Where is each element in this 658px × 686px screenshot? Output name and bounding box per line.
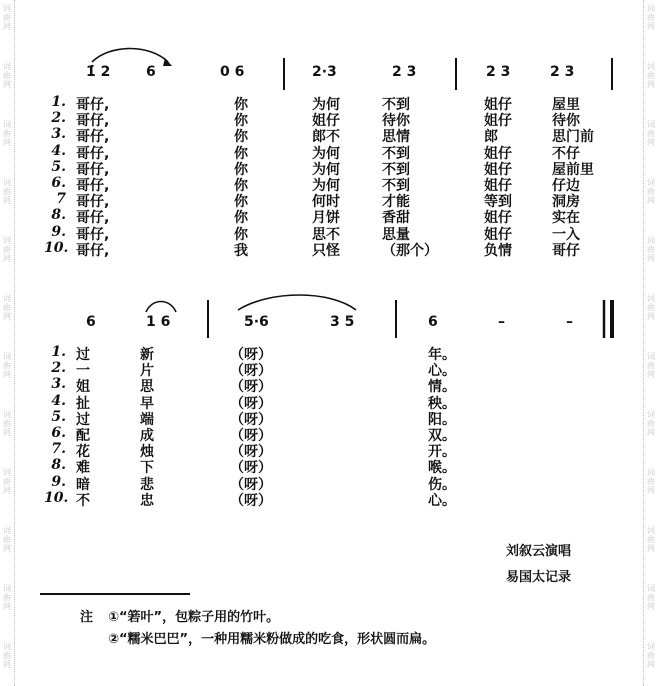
lyric-1-5-5: 仔 bbox=[552, 178, 566, 194]
lyric-1-7-2: 月饼 bbox=[312, 210, 340, 227]
lyric-2-6-3: 开。 bbox=[428, 444, 456, 461]
lyric-2-1-2: （呀） bbox=[230, 363, 272, 380]
lyric-1-8-1: 你 bbox=[234, 226, 248, 243]
watermark-text: 词 曲 网 bbox=[3, 4, 11, 31]
watermark-text: 词 曲 网 bbox=[3, 236, 11, 263]
lyric-2-0-0: 过 bbox=[76, 347, 90, 363]
lyric-1-7-5: 实 bbox=[552, 210, 566, 227]
lyric-1-7-1: 你 bbox=[234, 210, 248, 227]
footnote-label: 注 bbox=[80, 610, 94, 625]
lyric-2-0-1: 新 bbox=[140, 347, 154, 363]
lyric-1-4-1: 你 bbox=[234, 161, 248, 178]
watermark-text: 词 曲 网 bbox=[647, 410, 655, 437]
watermark-text: 词 曲 网 bbox=[647, 642, 655, 669]
lyric-2-2-2: （呀） bbox=[230, 379, 272, 396]
lyric-1-1-4: 姐仔 bbox=[484, 113, 512, 130]
note-2-6: – bbox=[566, 314, 573, 330]
lyric-2-7-1: 下 bbox=[140, 460, 154, 477]
lyric-1-7-0: 哥仔, bbox=[76, 210, 110, 227]
lyric-2-2-1: 思 bbox=[140, 379, 154, 396]
lyric-1-3-0: 哥仔, bbox=[76, 145, 110, 162]
footnote-2: ②“糯米巴巴”，一种用糯米粉做成的吃食，形状圆而扁。 bbox=[108, 632, 436, 647]
lyric-1-2-2: 郎不 bbox=[312, 129, 340, 146]
watermark-text: 词 曲 网 bbox=[647, 178, 655, 205]
lyric-1-6-5: 洞 bbox=[552, 194, 566, 211]
verse-number: 6. bbox=[51, 175, 66, 191]
lyric-1-0-4: 姐仔 bbox=[484, 97, 512, 113]
watermark-text: 词 曲 网 bbox=[647, 352, 655, 379]
watermark-text: 词 曲 网 bbox=[647, 236, 655, 263]
lyric-1-0-0: 哥仔, bbox=[76, 97, 110, 113]
lyric-1-5-2: 为何 bbox=[312, 178, 340, 194]
watermark-text: 词 曲 网 bbox=[647, 120, 655, 147]
lyric-1-6-2: 何时 bbox=[312, 194, 340, 211]
note-1-4: 2 3 bbox=[392, 64, 417, 80]
lyric-2-9-0: 不 bbox=[76, 492, 90, 509]
note-1-0: 1̇ 2 bbox=[86, 64, 111, 80]
lyric-1-1-1: 你 bbox=[234, 113, 248, 130]
verse-number: 8. bbox=[51, 457, 66, 474]
lyric-1-3-5: 不 bbox=[552, 145, 566, 162]
lyric-2-1-3: 心。 bbox=[428, 363, 456, 380]
verse-number: 10. bbox=[44, 489, 69, 506]
lyric-2-2-3: 情。 bbox=[428, 379, 456, 396]
lyric-1-9-1: 我 bbox=[234, 242, 248, 259]
lyric-1-1-6: 你 bbox=[566, 113, 580, 130]
lyric-2-4-1: 端 bbox=[140, 411, 154, 428]
footnote-1: ①“箬叶”，包粽子用的竹叶。 bbox=[108, 610, 280, 625]
lyric-1-1-0: 哥仔, bbox=[76, 113, 110, 130]
verse-number: 2. bbox=[51, 110, 66, 127]
verse-number: 7 bbox=[56, 191, 66, 208]
lyric-2-4-0: 过 bbox=[76, 411, 90, 428]
watermark-text: 词 曲 网 bbox=[3, 178, 11, 205]
lyric-1-4-0: 哥仔, bbox=[76, 161, 110, 178]
lyric-1-7-3: 香甜 bbox=[382, 210, 410, 227]
watermark-text: 词 曲 网 bbox=[647, 526, 655, 553]
lyric-1-5-3: 不到 bbox=[382, 178, 410, 194]
verse-number: 9. bbox=[51, 473, 66, 490]
lyric-2-0-2: （呀） bbox=[230, 347, 272, 363]
lyric-2-3-2: （呀） bbox=[230, 395, 272, 412]
lyric-1-0-6: 里 bbox=[566, 97, 580, 113]
note-1-6: 2 3 bbox=[550, 64, 575, 80]
lyric-2-4-3: 阳。 bbox=[428, 411, 456, 428]
lyric-1-5-4: 姐仔 bbox=[484, 178, 512, 194]
watermark-text: 词 曲 网 bbox=[3, 468, 11, 495]
verse-number: 9. bbox=[51, 223, 66, 240]
lyric-1-8-0: 哥仔, bbox=[76, 226, 110, 243]
verse-number: 3. bbox=[51, 126, 66, 143]
lyric-2-5-2: （呀） bbox=[230, 428, 272, 444]
watermark-text: 词 曲 网 bbox=[647, 584, 655, 611]
lyric-1-5-0: 哥仔, bbox=[76, 178, 110, 194]
note-2-4: 6 bbox=[428, 314, 438, 330]
lyric-2-2-0: 姐 bbox=[76, 379, 90, 396]
lyric-2-6-1: 烛 bbox=[140, 444, 154, 461]
lyric-2-7-3: 喉。 bbox=[428, 460, 456, 477]
lyric-1-4-4: 姐仔 bbox=[484, 161, 512, 178]
lyric-1-5-1: 你 bbox=[234, 178, 248, 194]
lyric-2-6-0: 花 bbox=[76, 444, 90, 461]
verse-number: 8. bbox=[51, 207, 66, 224]
lyric-1-3-1: 你 bbox=[234, 145, 248, 162]
verse-number: 5. bbox=[51, 158, 66, 175]
lyric-1-9-4: 负情 bbox=[484, 242, 512, 259]
watermark-text: 词 曲 网 bbox=[647, 4, 655, 31]
lyric-1-2-0: 哥仔, bbox=[76, 129, 110, 146]
lyric-2-8-1: 悲 bbox=[140, 476, 154, 493]
lyric-1-1-5: 待 bbox=[552, 113, 566, 130]
lyric-1-1-2: 姐仔 bbox=[312, 113, 340, 130]
lyric-1-0-5: 屋 bbox=[552, 97, 566, 113]
watermark-text: 词 曲 网 bbox=[3, 410, 11, 437]
lyric-1-8-4: 姐仔 bbox=[484, 226, 512, 243]
recorder-credit: 易国太记录 bbox=[506, 570, 572, 585]
lyric-1-4-2: 为何 bbox=[312, 161, 340, 178]
lyric-2-6-2: （呀） bbox=[230, 444, 272, 461]
lyric-1-9-3: （那个） bbox=[382, 242, 438, 259]
note-2-5: – bbox=[498, 314, 505, 330]
watermark-text: 词 曲 网 bbox=[647, 294, 655, 321]
lyric-2-8-0: 暗 bbox=[76, 476, 90, 493]
lyric-1-3-2: 为何 bbox=[312, 145, 340, 162]
lyric-2-0-3: 年。 bbox=[428, 347, 456, 363]
watermark-text: 词 曲 网 bbox=[3, 352, 11, 379]
lyric-1-2-3: 思情 bbox=[382, 129, 410, 146]
verse-number: 4. bbox=[51, 142, 66, 159]
lyric-1-9-0: 哥仔, bbox=[76, 242, 110, 259]
lyric-1-3-3: 不到 bbox=[382, 145, 410, 162]
lyric-1-2-6: 门前 bbox=[566, 129, 594, 146]
watermark-text: 词 曲 网 bbox=[3, 584, 11, 611]
verse-number: 4. bbox=[51, 392, 66, 409]
lyric-2-8-3: 伤。 bbox=[428, 476, 456, 493]
watermark-text: 词 曲 网 bbox=[3, 62, 11, 89]
lyric-2-9-1: 忠 bbox=[140, 492, 154, 509]
note-1-1: 6 bbox=[146, 64, 156, 80]
lyric-1-6-0: 哥仔, bbox=[76, 194, 110, 211]
lyric-2-1-0: 一 bbox=[76, 363, 90, 380]
lyric-1-4-3: 不到 bbox=[382, 161, 410, 178]
verse-number: 7. bbox=[51, 441, 66, 458]
lyric-2-9-3: 心。 bbox=[428, 492, 456, 509]
verse-number: 6. bbox=[51, 425, 66, 441]
lyric-2-7-0: 难 bbox=[76, 460, 90, 477]
lyric-2-4-2: （呀） bbox=[230, 411, 272, 428]
verse-number: 1. bbox=[51, 344, 66, 360]
lyric-1-5-6: 边 bbox=[566, 178, 580, 194]
lyric-1-1-3: 待你 bbox=[382, 113, 410, 130]
lyric-1-9-6: 仔 bbox=[566, 242, 580, 259]
lyric-1-6-3: 才能 bbox=[382, 194, 410, 211]
note-2-3: 3 5 bbox=[330, 314, 355, 330]
lyric-2-7-2: （呀） bbox=[230, 460, 272, 477]
lyric-1-2-1: 你 bbox=[234, 129, 248, 146]
lyric-1-7-4: 姐仔 bbox=[484, 210, 512, 227]
note-2-0: 6 bbox=[86, 314, 96, 330]
singer-credit: 刘叙云演唱 bbox=[506, 544, 572, 559]
lyric-1-0-3: 不到 bbox=[382, 97, 410, 113]
verse-number: 10. bbox=[44, 239, 69, 256]
note-2-2: 5·6 bbox=[244, 314, 269, 330]
lyric-2-1-1: 片 bbox=[140, 363, 154, 380]
watermark-text: 词 曲 网 bbox=[3, 294, 11, 321]
lyric-1-2-5: 思 bbox=[552, 129, 566, 146]
lyric-2-5-3: 双。 bbox=[428, 428, 456, 444]
note-2-1: 1 6 bbox=[146, 314, 171, 330]
verse-number: 2. bbox=[51, 360, 66, 377]
lyric-2-3-3: 秧。 bbox=[428, 395, 456, 412]
watermark-text: 词 曲 网 bbox=[647, 62, 655, 89]
verse-number: 1. bbox=[51, 94, 66, 110]
lyric-1-8-3: 思量 bbox=[382, 226, 410, 243]
lyric-1-4-5: 屋 bbox=[552, 161, 566, 178]
lyric-1-6-6: 房 bbox=[566, 194, 580, 211]
note-1-5: 2 3 bbox=[486, 64, 511, 80]
lyric-1-4-6: 前里 bbox=[566, 161, 594, 178]
watermark-text: 词 曲 网 bbox=[3, 120, 11, 147]
lyric-2-8-2: （呀） bbox=[230, 476, 272, 493]
lyric-1-9-5: 哥 bbox=[552, 242, 566, 259]
note-1-3: 2·3 bbox=[312, 64, 337, 80]
lyric-2-3-0: 扯 bbox=[76, 395, 90, 412]
lyric-2-3-1: 早 bbox=[140, 395, 154, 412]
lyric-1-6-1: 你 bbox=[234, 194, 248, 211]
lyric-1-8-2: 思不 bbox=[312, 226, 340, 243]
watermark-text: 词 曲 网 bbox=[3, 642, 11, 669]
lyric-1-8-6: 入 bbox=[566, 226, 580, 243]
verse-number: 5. bbox=[51, 408, 66, 425]
lyric-1-6-4: 等到 bbox=[484, 194, 512, 211]
lyric-1-9-2: 只怪 bbox=[312, 242, 340, 259]
lyric-2-9-2: （呀） bbox=[230, 492, 272, 509]
lyric-1-7-6: 在 bbox=[566, 210, 580, 227]
lyric-1-0-1: 你 bbox=[234, 97, 248, 113]
lyric-1-2-4: 郎 bbox=[484, 129, 498, 146]
note-1-2: 0 6 bbox=[220, 64, 245, 80]
lyric-1-3-6: 仔 bbox=[566, 145, 580, 162]
lyric-1-8-5: 一 bbox=[552, 226, 566, 243]
lyric-1-3-4: 姐仔 bbox=[484, 145, 512, 162]
lyric-2-5-1: 成 bbox=[140, 428, 154, 444]
lyric-2-5-0: 配 bbox=[76, 428, 90, 444]
watermark-text: 词 曲 网 bbox=[647, 468, 655, 495]
watermark-text: 词 曲 网 bbox=[3, 526, 11, 553]
verse-number: 3. bbox=[51, 376, 66, 393]
lyric-1-0-2: 为何 bbox=[312, 97, 340, 113]
